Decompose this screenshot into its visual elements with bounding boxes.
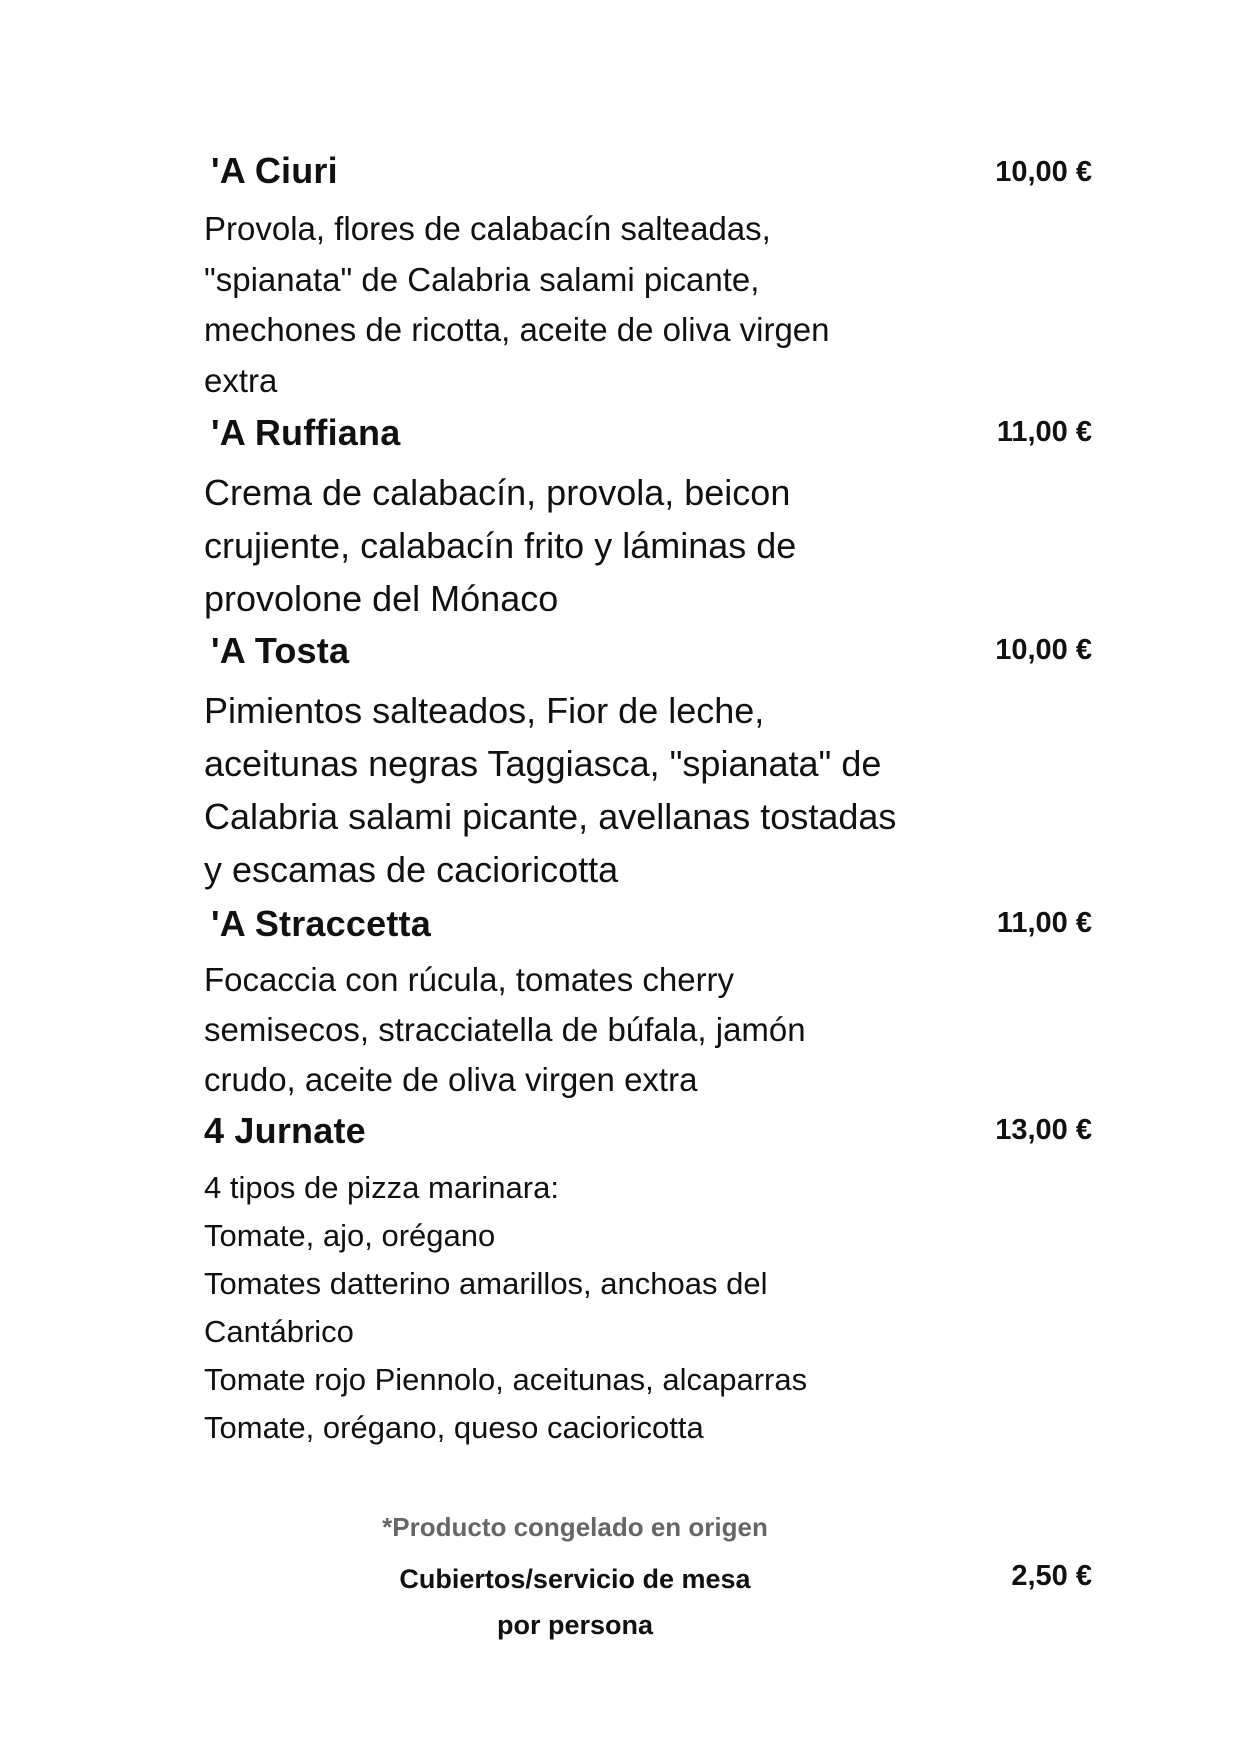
service-label-line: por persona (496, 1610, 654, 1640)
description-line: Calabria salami picante, avellanas tostadas (204, 796, 897, 837)
item-description (204, 1164, 964, 1452)
description-line: 4 tipos de pizza marinara: (204, 1170, 559, 1205)
description-line: Tomate rojo Piennolo, aceitunas, alcaparras (204, 1362, 808, 1397)
item-price: 10,00 € (995, 634, 1092, 666)
table-service-price: 2,50 € (1011, 1560, 1092, 1592)
description-line: semisecos, stracciatella de búfala, jamón (204, 1011, 806, 1048)
description-line: Tomates datterino amarillos, anchoas del (204, 1266, 768, 1301)
table-service-label (0, 1556, 1150, 1648)
description-line: extra (204, 361, 278, 399)
description-line: Tomate, orégano, queso cacioricotta (204, 1410, 704, 1445)
item-name: 'A Ciuri (211, 150, 338, 191)
item-name: 'A Tosta (211, 630, 350, 671)
description-line: Provola, flores de calabacín salteadas, (204, 210, 771, 247)
service-label-line: Cubiertos/servicio de mesa (399, 1564, 751, 1594)
description-line: aceitunas negras Taggiasca, "spianata" de (204, 743, 882, 784)
item-description (204, 955, 964, 1105)
description-line: provolone del Mónaco (204, 578, 559, 619)
description-line: mechones de ricotta, aceite de oliva virgen (204, 311, 830, 348)
description-line: crudo, aceite de oliva virgen extra (204, 1061, 698, 1098)
description-line: Tomate, ajo, orégano (204, 1218, 496, 1253)
item-description (204, 684, 964, 896)
item-name: 4 Jurnate (204, 1110, 366, 1151)
description-line: Pimientos salteados, Fior de leche, (204, 690, 765, 731)
description-line: Cantábrico (204, 1314, 354, 1349)
item-price: 13,00 € (995, 1114, 1092, 1146)
item-price: 11,00 € (996, 416, 1092, 448)
item-description (204, 466, 964, 625)
description-line: Focaccia con rúcula, tomates cherry (204, 961, 735, 998)
item-price: 10,00 € (995, 156, 1092, 188)
description-line: y escamas de cacioricotta (204, 849, 619, 890)
item-description (204, 204, 964, 406)
frozen-product-note: *Producto congelado en origen (382, 1512, 768, 1542)
item-price: 11,00 € (996, 907, 1092, 939)
description-line: crujiente, calabacín frito y láminas de (204, 525, 797, 566)
item-name: 'A Straccetta (211, 903, 431, 944)
description-line: Crema de calabacín, provola, beicon (204, 472, 791, 513)
item-name: 'A Ruffiana (211, 412, 401, 453)
description-line: "spianata" de Calabria salami picante, (204, 260, 760, 298)
